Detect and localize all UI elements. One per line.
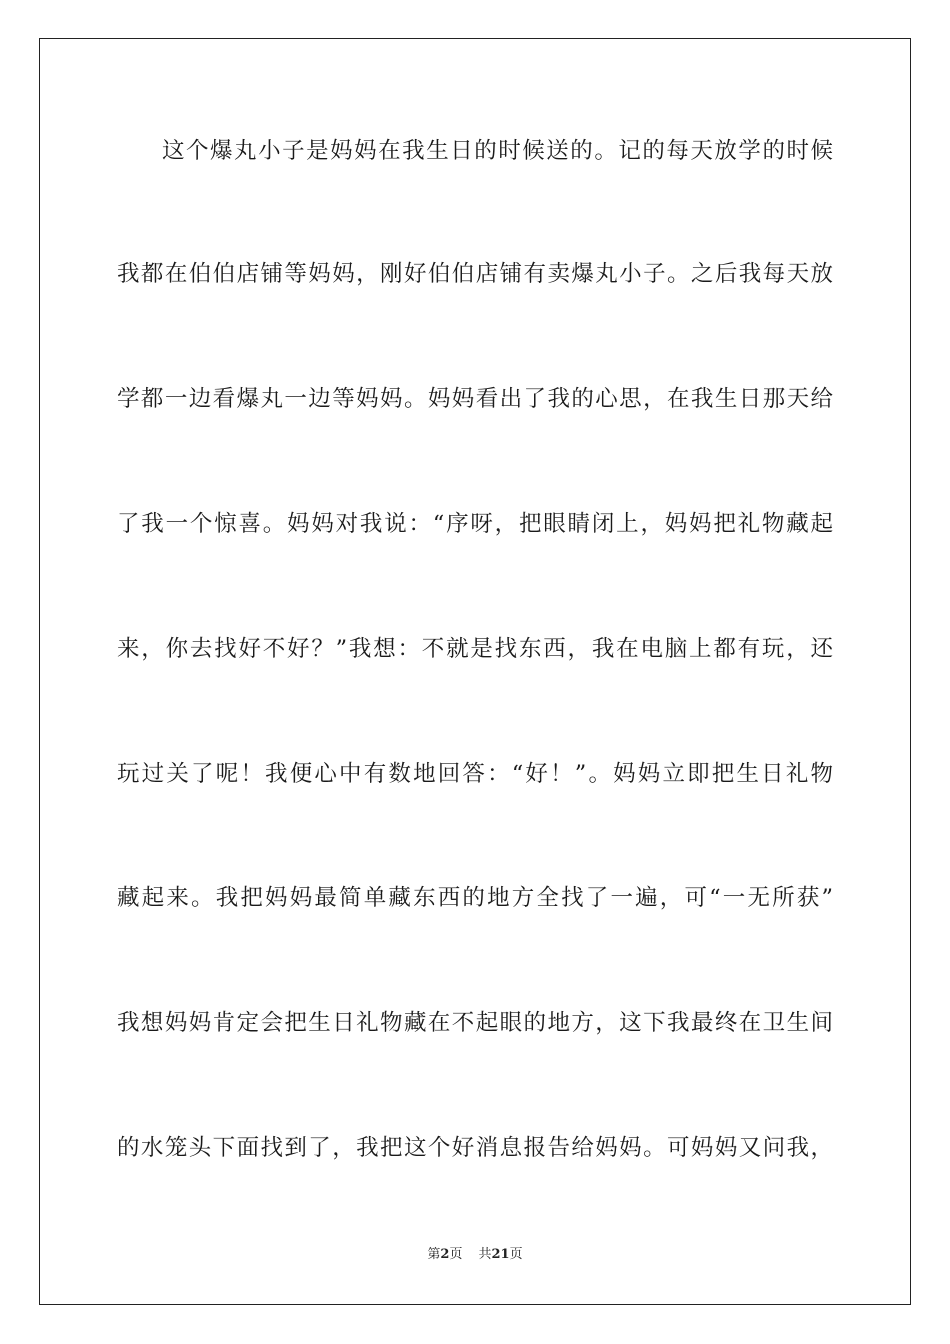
total-label-suffix: 页: [509, 1247, 523, 1262]
page-label-suffix: 页: [449, 1247, 463, 1262]
text-line-4: 了我一个惊喜。妈妈对我说：“序呀，把眼睛闭上，妈妈把礼物藏起: [117, 511, 833, 537]
current-page-number: 2: [440, 1247, 450, 1262]
page-border: [39, 38, 911, 1305]
total-page-count: 21: [491, 1247, 510, 1262]
text-line-5: 来，你去找好不好？”我想：不就是找东西，我在电脑上都有玩，还: [117, 636, 833, 662]
text-line-8: 我想妈妈肯定会把生日礼物藏在不起眼的地方，这下我最终在卫生间: [117, 1010, 833, 1036]
text-line-3: 学都一边看爆丸一边等妈妈。妈妈看出了我的心思，在我生日那天给: [117, 386, 833, 412]
page-footer: [0, 1246, 950, 1264]
text-line-2: 我都在伯伯店铺等妈妈，刚好伯伯店铺有卖爆丸小子。之后我每天放: [117, 261, 833, 287]
text-line-1: 这个爆丸小子是妈妈在我生日的时候送的。记的每天放学的时候: [162, 138, 833, 164]
total-label-prefix: 共: [478, 1247, 492, 1262]
page-label-prefix: 第: [427, 1247, 441, 1262]
text-line-7: 藏起来。我把妈妈最简单藏东西的地方全找了一遍，可“一无所获”: [117, 885, 833, 911]
text-line-6: 玩过关了呢！我便心中有数地回答：“好！”。妈妈立即把生日礼物: [117, 761, 833, 787]
text-line-9: 的水笼头下面找到了，我把这个好消息报告给妈妈。可妈妈又问我，: [117, 1135, 833, 1161]
